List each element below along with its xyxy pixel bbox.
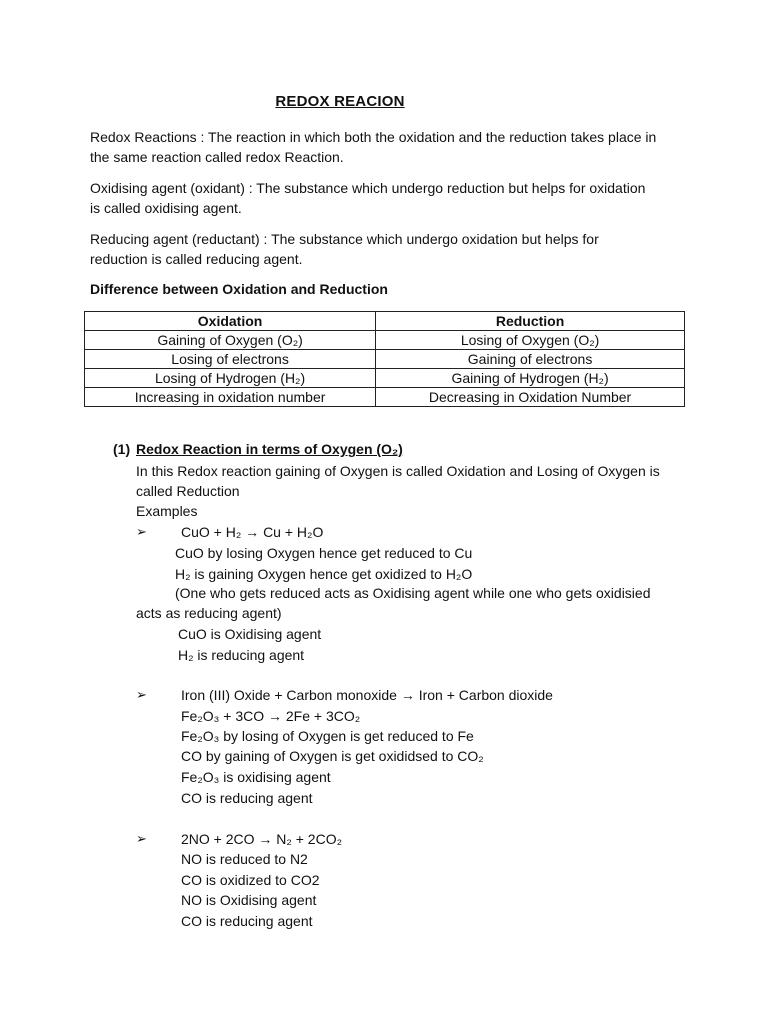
- example-2-line-3: CO by gaining of Oxygen is get oxididsed to CO₂: [181, 748, 484, 764]
- example-1-equation: CuO + H₂ → Cu + H₂O: [181, 524, 324, 540]
- difference-table: [84, 311, 685, 407]
- example-3-line-2: CO is oxidized to CO2: [181, 872, 320, 888]
- example-2-line-2: Fe₂O₃ by losing of Oxygen is get reduced to Fe: [181, 728, 474, 744]
- example-1-line-2: H₂ is gaining Oxygen hence get oxidized to H₂O: [175, 566, 473, 582]
- table-cell: Gaining of Hydrogen (H₂): [376, 369, 685, 388]
- table-cell: Losing of Oxygen (O₂): [376, 331, 685, 350]
- section-intro-line-1: In this Redox reaction gaining of Oxygen is called Oxidation and Losing of Oxygen is: [136, 463, 660, 479]
- oxidising-agent-line-2: is called oxidising agent.: [90, 200, 242, 216]
- section-title: Redox Reaction in terms of Oxygen (O₂): [136, 441, 403, 457]
- example-3-line-4: CO is reducing agent: [181, 913, 313, 929]
- example-3-line-1: NO is reduced to N2: [181, 851, 308, 867]
- table-cell: Gaining of Oxygen (O₂): [85, 331, 376, 350]
- reducing-agent-line-1: Reducing agent (reductant) : The substance which undergo oxidation but helps for: [90, 231, 599, 247]
- table-cell: Increasing in oxidation number: [85, 388, 376, 407]
- table-row: [85, 350, 685, 369]
- example-1-line-5: H₂ is reducing agent: [178, 647, 305, 663]
- example-3-line-3: NO is Oxidising agent: [181, 892, 317, 908]
- redox-definition: [90, 127, 690, 167]
- table-row: [85, 331, 685, 350]
- table-cell: Losing of electrons: [85, 350, 376, 369]
- table-cell: Gaining of electrons: [376, 350, 685, 369]
- section-number: (1): [113, 441, 131, 457]
- example-2-line-5: CO is reducing agent: [181, 790, 313, 806]
- oxidising-agent-line-1: Oxidising agent (oxidant) : The substance which undergo reduction but helps for oxidation: [90, 180, 646, 196]
- reducing-agent-definition: [90, 229, 690, 269]
- redox-definition-line-2: the same reaction called redox Reaction.: [90, 149, 344, 165]
- table-row: [85, 388, 685, 407]
- table-header-row: [85, 312, 685, 331]
- redox-definition-line-1: Redox Reactions : The reaction in which both the oxidation and the reduction takes place in: [90, 129, 657, 145]
- bullet-arrow-icon: ➢: [136, 831, 147, 846]
- table-row: [85, 369, 685, 388]
- example-1-line-4: CuO is Oxidising agent: [178, 626, 322, 642]
- bullet-arrow-icon: ➢: [136, 524, 147, 539]
- difference-heading: Difference between Oxidation and Reduction: [90, 281, 388, 297]
- bullet-arrow-icon: ➢: [136, 687, 147, 702]
- section-intro-line-2: called Reduction: [136, 483, 240, 499]
- example-2-equation: Iron (III) Oxide + Carbon monoxide → Iron + Carbon dioxide: [181, 687, 553, 703]
- example-1-line-3a: (One who gets reduced acts as Oxidising agent while one who gets oxidisied: [175, 585, 651, 601]
- table-cell: Decreasing in Oxidation Number: [376, 388, 685, 407]
- reducing-agent-line-2: reduction is called reducing agent.: [90, 251, 303, 267]
- example-2-line-4: Fe₂O₃ is oxidising agent: [181, 769, 331, 785]
- example-1-line-1: CuO by losing Oxygen hence get reduced to Cu: [175, 545, 473, 561]
- example-2-line-1: Fe₂O₃ + 3CO → 2Fe + 3CO₂: [181, 708, 361, 724]
- oxidising-agent-definition: [90, 178, 690, 218]
- header-oxidation: Oxidation: [85, 312, 376, 331]
- header-reduction: Reduction: [376, 312, 685, 331]
- page-title: REDOX REACION: [275, 93, 405, 110]
- examples-label: Examples: [136, 503, 198, 519]
- table-cell: Losing of Hydrogen (H₂): [85, 369, 376, 388]
- example-3-equation: 2NO + 2CO → N₂ + 2CO₂: [181, 831, 343, 847]
- example-1-line-3b: acts as reducing agent): [136, 605, 282, 621]
